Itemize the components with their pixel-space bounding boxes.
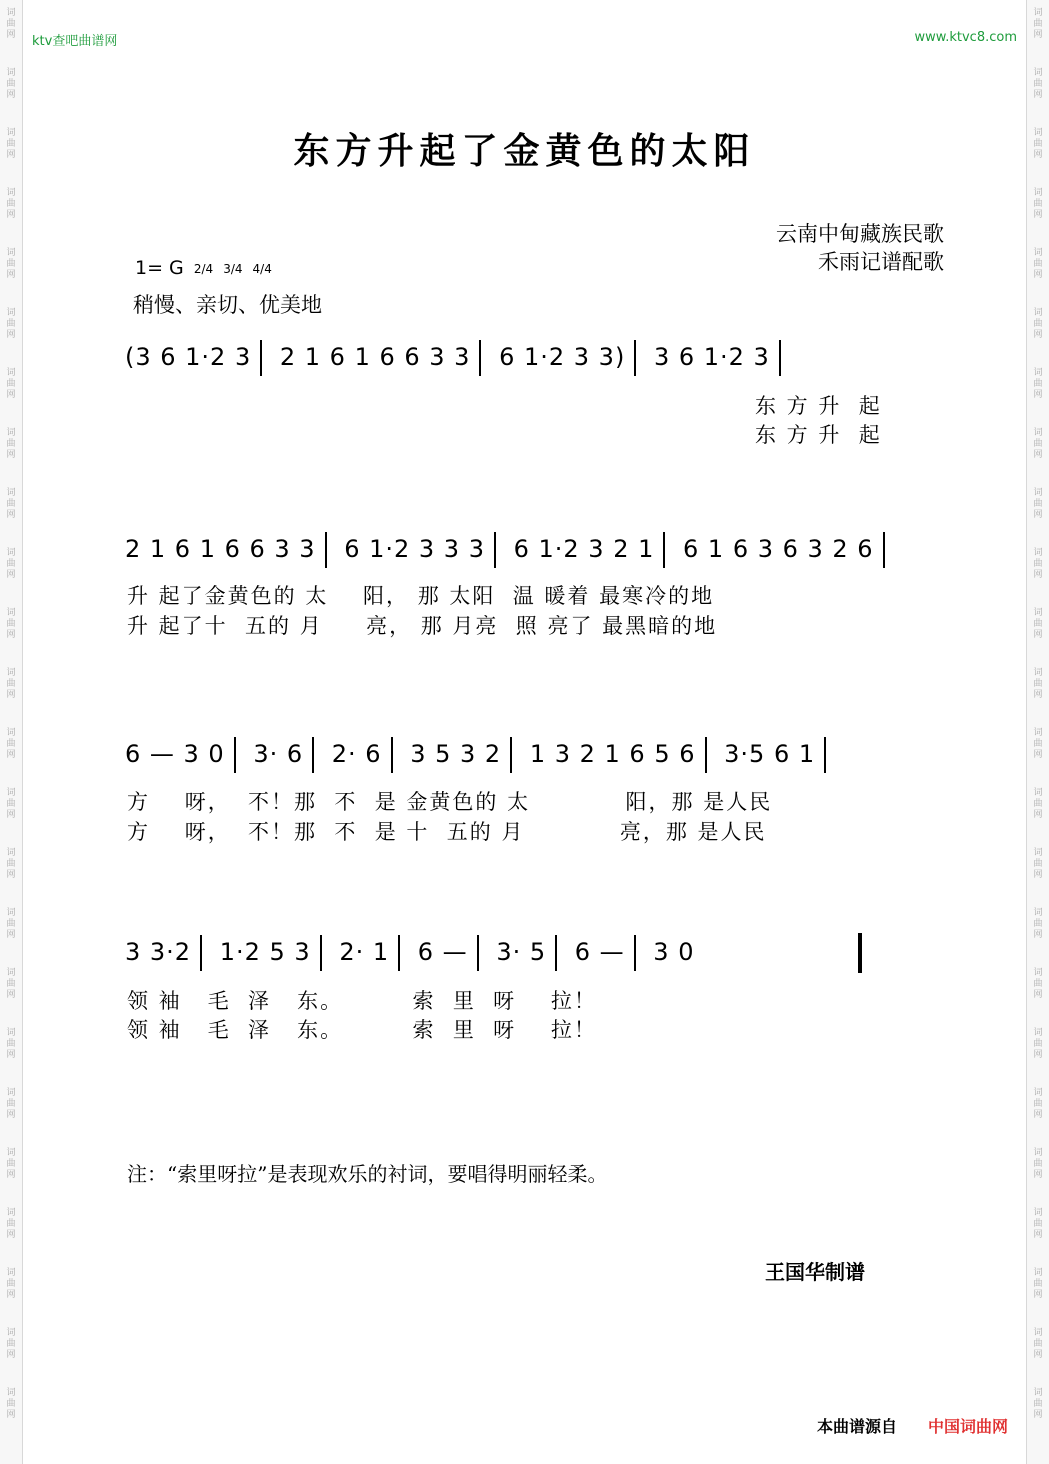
lyrics-verse-2: 升 起了十 五的 月 亮， 那 月亮 照 亮了 最黑暗的地 [127,614,718,638]
key-signature [135,257,272,279]
watermark-mark: 词 曲 网 [1033,608,1043,640]
barline [260,340,262,376]
measure: 3· 6 [253,740,304,768]
watermark-mark: 词 曲 网 [1033,368,1043,400]
watermark-mark: 词 曲 网 [1033,1028,1043,1060]
measure: 6 1·2 3 2 1 [513,535,655,563]
watermark-mark: 词 曲 网 [6,248,16,280]
barline [705,737,707,773]
barline [477,935,479,971]
song-title: 东方升起了金黄色的太阳 [293,130,756,172]
measure: 3 3·2 [125,938,192,966]
watermark-mark: 词 曲 网 [6,1088,16,1120]
header-right-site[interactable]: www.ktvc8.com [914,30,1017,45]
watermark-mark: 词 曲 网 [6,308,16,340]
measure: 3·5 6 1 [724,740,816,768]
barline [779,340,781,376]
watermark-mark: 词 曲 网 [6,608,16,640]
barline [325,532,327,568]
watermark-mark: 词 曲 网 [6,968,16,1000]
watermark-mark: 词 曲 网 [1033,548,1043,580]
barline [634,935,636,971]
source-label: 本曲谱源自 [817,1417,898,1436]
barline [200,935,202,971]
watermark-mark: 词 曲 网 [1033,968,1043,1000]
barline [391,737,393,773]
barline [510,737,512,773]
measure: 1 3 2 1 6 5 6 [529,740,696,768]
watermark-mark: 词 曲 网 [6,488,16,520]
barline [663,532,665,568]
score-line-3 [125,737,955,777]
meter-2: 3/4 [223,261,243,276]
watermark-mark: 词 曲 网 [6,728,16,760]
watermark-mark: 词 曲 网 [6,848,16,880]
lyrics-verse-1: 方 呀， 不！那 不 是 金黄色的 太 阳，那 是人民 [127,790,773,814]
arranger-mark: 王国华制谱 [765,1260,865,1284]
lyrics-verse-1: 领 袖 毛 泽 东。 索 里 呀 拉！ [127,989,597,1013]
performance-note: 注：“索里呀拉”是表现欢乐的衬词，要唱得明丽轻柔。 [127,1162,608,1186]
watermark-mark: 词 曲 网 [6,188,16,220]
watermark-mark: 词 曲 网 [6,368,16,400]
measure: 3 0 [653,938,695,966]
measure: (3 6 1·2 3 [125,343,252,371]
watermark-mark: 词 曲 网 [1033,908,1043,940]
watermark-mark: 词 曲 网 [6,1028,16,1060]
lyrics-verse-1: 升 起了金黄色的 太 阳， 那 太阳 温 暖着 最寒冷的地 [127,584,715,608]
measure: 6 — [574,938,625,966]
score-line-2 [125,532,955,572]
lyrics-verse-1: 东 方 升 起 [755,394,882,418]
barline [494,532,496,568]
watermark-mark: 词 曲 网 [1033,1148,1043,1180]
watermark-mark: 词 曲 网 [6,1388,16,1420]
watermark-mark: 词 曲 网 [6,68,16,100]
origin-credit: 云南中甸藏族民歌 [776,222,944,246]
watermark-mark: 词 曲 网 [6,128,16,160]
arranger-credit: 禾雨记谱配歌 [818,250,944,274]
measure: 6 1·2 3 3 3 [344,535,485,563]
watermark-mark: 词 曲 网 [1033,668,1043,700]
watermark-mark: 词 曲 网 [6,428,16,460]
measure: 3 5 3 2 [410,740,502,768]
watermark-mark: 词 曲 网 [6,1208,16,1240]
watermark-mark: 词 曲 网 [6,1268,16,1300]
barline [634,340,636,376]
measure: 6 — [417,938,468,966]
watermark-mark: 词 曲 网 [1033,1328,1043,1360]
final-barline [858,933,862,973]
barline [398,935,400,971]
watermark-mark: 词 曲 网 [6,8,16,40]
source-site-link[interactable]: 中国词曲网 [928,1417,1009,1436]
watermark-mark: 词 曲 网 [1033,128,1043,160]
score-line-4 [125,935,955,975]
barline [479,340,481,376]
measure: 3 6 1·2 3 [653,343,770,371]
watermark-mark: 词 曲 网 [1033,788,1043,820]
measure: 6 1·2 3 3) [499,343,626,371]
watermark-mark: 词 曲 网 [6,548,16,580]
watermark-mark: 词 曲 网 [1033,188,1043,220]
watermark-mark: 词 曲 网 [6,908,16,940]
watermark-mark: 词 曲 网 [1033,488,1043,520]
watermark-mark: 词 曲 网 [1033,1388,1043,1420]
barline [824,737,826,773]
watermark-mark: 词 曲 网 [1033,1268,1043,1300]
measure: 2· 6 [331,740,382,768]
watermark-mark: 词 曲 网 [1033,1088,1043,1120]
barline [234,737,236,773]
measure: 2· 1 [339,938,390,966]
barline [320,935,322,971]
watermark-mark: 词 曲 网 [6,1148,16,1180]
watermark-mark: 词 曲 网 [1033,68,1043,100]
watermark-mark: 词 曲 网 [1033,728,1043,760]
watermark-mark: 词 曲 网 [1033,248,1043,280]
watermark-mark: 词 曲 网 [6,788,16,820]
measure: 2 1 6 1 6 6 3 3 [279,343,471,371]
tempo-marking: 稍慢、亲切、优美地 [133,293,322,317]
watermark-mark: 词 曲 网 [6,668,16,700]
watermark-mark: 词 曲 网 [1033,428,1043,460]
measure: 6 1 6 3 6 3 2 6 [683,535,874,563]
measure: 6 — 3 0 [125,740,225,768]
watermark-mark: 词 曲 网 [1033,1208,1043,1240]
header-left-site[interactable]: ktv查吧曲谱网 [32,34,118,49]
barline [883,532,885,568]
measure: 2 1 6 1 6 6 3 3 [125,535,316,563]
watermark-mark: 词 曲 网 [1033,8,1043,40]
watermark-mark: 词 曲 网 [6,1328,16,1360]
measure: 1·2 5 3 [219,938,311,966]
lyrics-verse-2: 东 方 升 起 [755,423,882,447]
watermark-mark: 词 曲 网 [1033,308,1043,340]
lyrics-verse-2: 方 呀， 不！那 不 是 十 五的 月 亮，那 是人民 [127,820,767,844]
lyrics-verse-2: 领 袖 毛 泽 东。 索 里 呀 拉！ [127,1018,597,1042]
barline [312,737,314,773]
measure: 3· 5 [496,938,547,966]
score-line-1 [125,340,955,380]
key-label: 1= G [135,257,184,279]
barline [555,935,557,971]
watermark-mark: 词 曲 网 [1033,848,1043,880]
meter-1: 2/4 [193,261,214,276]
meter-3: 4/4 [252,261,272,276]
